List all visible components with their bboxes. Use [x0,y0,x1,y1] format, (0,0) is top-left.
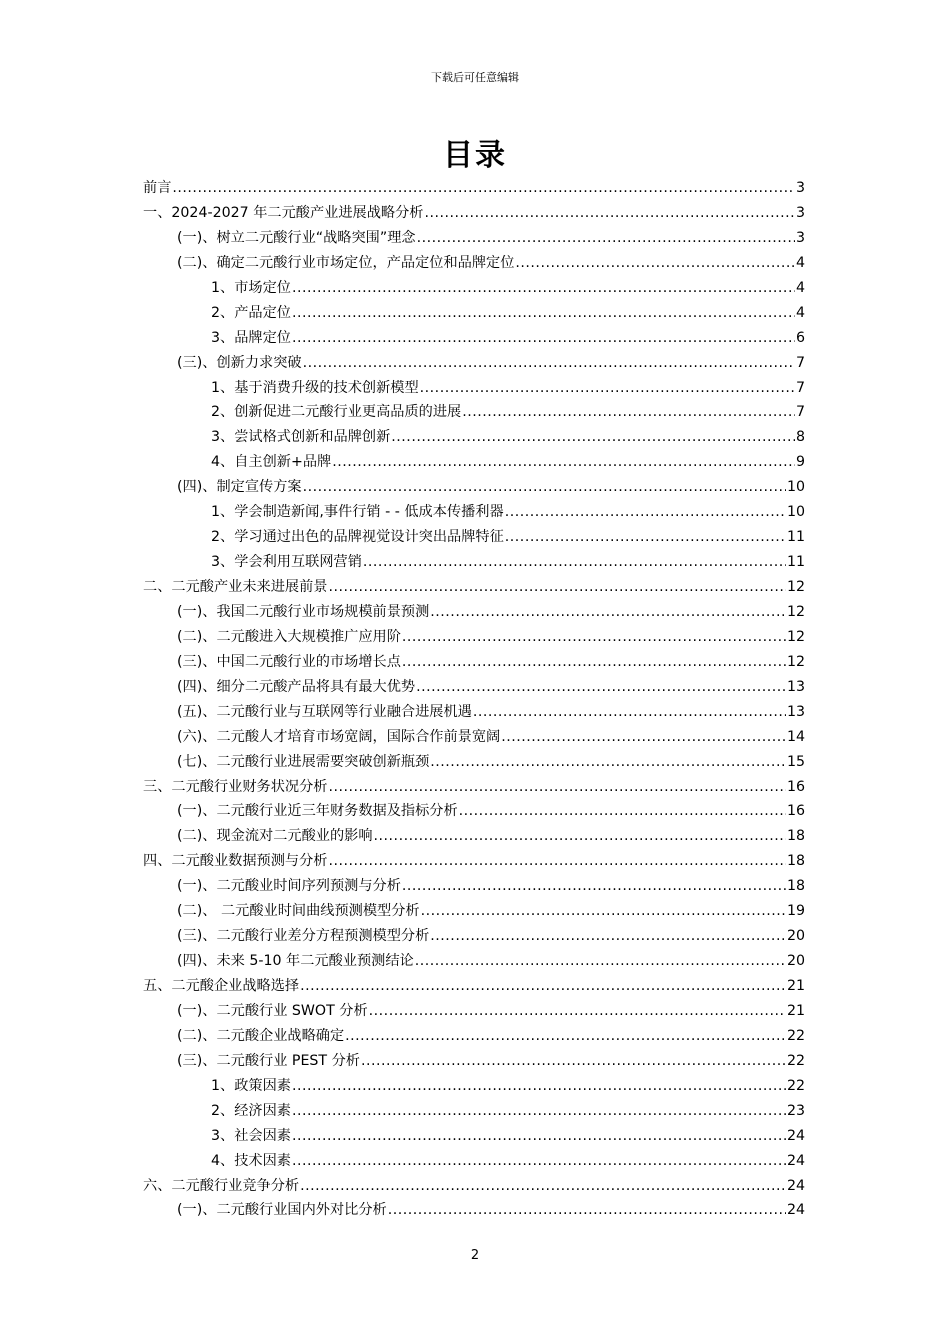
toc-dot-leader [430,924,786,949]
toc-entry-title: (三)、二元酸行业 PEST 分析 [177,1052,360,1069]
toc-entry[interactable] [143,1174,805,1199]
toc-entry-page: 18 [786,878,805,895]
toc-entry[interactable] [143,824,805,849]
toc-entry-page: 12 [786,579,805,595]
toc-dot-leader [421,899,786,924]
toc-entry[interactable] [143,201,805,226]
toc-entry-title: 1、学会制造新闻,事件行销 - - 低成本传播利器 [211,504,504,521]
toc-entry-page: 7 [795,404,805,421]
toc-entry-title: (四)、细分二元酸产品将具有最大优势 [177,678,416,695]
toc-dot-leader [328,849,785,874]
toc-entry[interactable] [143,1049,805,1074]
toc-entry[interactable] [143,675,805,700]
toc-dot-leader [328,575,785,600]
toc-entry-page: 13 [786,703,805,720]
toc-entry-title: (四)、未来 5-10 年二元酸业预测结论 [177,953,414,970]
toc-dot-leader [402,650,786,675]
toc-entry-page: 18 [786,828,805,845]
toc-dot-leader [374,824,786,849]
toc-entry[interactable] [143,425,805,450]
toc-dot-leader [424,201,795,226]
toc-entry-page: 3 [795,180,805,196]
toc-entry-page: 4 [795,279,805,296]
toc-entry-title: 五、二元酸企业战略选择 [143,978,300,994]
toc-entry[interactable] [143,625,805,650]
toc-entry-page: 4 [795,254,805,271]
toc-dot-leader [292,301,795,326]
toc-entry-title: (一)、树立二元酸行业“战略突围”理念 [177,229,416,246]
toc-dot-leader [328,775,785,800]
toc-entry-page: 16 [786,803,805,820]
toc-entry[interactable] [143,251,805,276]
toc-entry-title: (五)、二元酸行业与互联网等行业融合进展机遇 [177,703,472,720]
toc-dot-leader [292,326,795,351]
toc-entry-title: (六)、二元酸人才培育市场宽阔，国际合作前景宽阔 [177,728,501,745]
toc-entry[interactable] [143,475,805,500]
toc-dot-leader [361,1049,786,1074]
toc-entry-title: 3、学会利用互联网营销 [211,554,362,571]
toc-entry-title: 4、自主创新+品牌 [211,454,332,471]
toc-entry[interactable] [143,974,805,999]
toc-entry-title: 三、二元酸行业财务状况分析 [143,778,328,795]
toc-entry[interactable] [143,500,805,525]
toc-dot-leader [300,974,786,999]
toc-entry-title: 2、产品定位 [211,304,291,321]
toc-entry-title: (三)、创新力求突破 [177,354,302,371]
toc-entry[interactable] [143,1024,805,1049]
toc-entry[interactable] [143,176,805,201]
toc-entry[interactable] [143,351,805,376]
toc-entry-page: 11 [786,529,805,546]
toc-entry-title: (二)、二元酸进入大规模推广应用阶 [177,628,401,645]
toc-entry-title: (七)、二元酸行业进展需要突破创新瓶颈 [177,753,430,770]
toc-entry[interactable] [143,376,805,401]
toc-entry[interactable] [143,799,805,824]
toc-entry-page: 7 [795,354,805,371]
toc-entry-page: 11 [786,554,805,571]
toc-dot-leader [292,1124,786,1149]
toc-entry-title: 二、二元酸产业未来进展前景 [143,579,328,595]
toc-entry-page: 15 [786,753,805,770]
toc-entry-page: 3 [795,229,805,246]
toc-entry-title: 六、二元酸行业竞争分析 [143,1177,300,1194]
toc-entry-page: 9 [795,454,805,471]
toc-entry[interactable] [143,226,805,251]
toc-entry-title: 前言 [143,180,172,196]
toc-entry-page: 4 [795,304,805,321]
page-title: 目录 [443,138,507,173]
toc-dot-leader [402,625,786,650]
toc-entry-page: 20 [786,953,805,970]
table-of-contents [143,176,805,1223]
toc-entry[interactable] [143,301,805,326]
toc-dot-leader [300,1174,786,1199]
toc-dot-leader [430,600,786,625]
toc-entry-page: 24 [786,1152,805,1169]
toc-entry-title: 2、学习通过出色的品牌视觉设计突出品牌特征 [211,529,504,546]
toc-entry-title: 2、创新促进二元酸行业更高品质的进展 [211,404,462,421]
toc-dot-leader [505,525,786,550]
toc-entry-title: (三)、中国二元酸行业的市场增长点 [177,653,401,670]
toc-entry-page: 12 [786,603,805,620]
toc-entry-title: (二)、 二元酸业时间曲线预测模型分析 [177,903,420,920]
toc-entry-title: (一)、二元酸行业国内外对比分析 [177,1202,387,1219]
toc-dot-leader [388,1198,786,1223]
toc-entry[interactable] [143,775,805,800]
toc-entry-page: 3 [795,204,805,221]
toc-dot-leader [292,1099,786,1124]
toc-dot-leader [420,376,795,401]
toc-entry-title: (一)、二元酸业时间序列预测与分析 [177,878,401,895]
toc-entry-title: (一)、我国二元酸行业市场规模前景预测 [177,603,430,620]
toc-entry-title: 一、2024-2027 年二元酸产业进展战略分析 [143,204,424,221]
toc-entry[interactable] [143,650,805,675]
toc-entry[interactable] [143,700,805,725]
toc-dot-leader [332,450,795,475]
toc-dot-leader [462,400,795,425]
toc-entry[interactable] [143,326,805,351]
toc-entry-page: 12 [786,628,805,645]
toc-entry[interactable] [143,1099,805,1124]
toc-entry-page: 23 [786,1102,805,1119]
toc-entry[interactable] [143,750,805,775]
toc-dot-leader [369,999,786,1024]
toc-entry[interactable] [143,949,805,974]
toc-dot-leader [417,226,795,251]
toc-entry-title: 3、品牌定位 [211,329,291,346]
toc-dot-leader [430,750,786,775]
toc-entry-title: (一)、二元酸行业近三年财务数据及指标分析 [177,803,458,820]
toc-entry[interactable] [143,525,805,550]
toc-entry-page: 24 [786,1202,805,1219]
toc-entry-page: 16 [786,778,805,795]
toc-entry[interactable] [143,1149,805,1174]
toc-dot-leader [473,700,786,725]
toc-entry[interactable] [143,1074,805,1099]
toc-entry[interactable] [143,550,805,575]
toc-entry-title: (一)、二元酸行业 SWOT 分析 [177,1002,368,1019]
toc-entry-page: 14 [786,728,805,745]
toc-entry[interactable] [143,725,805,750]
toc-entry-page: 22 [786,1027,805,1044]
toc-dot-leader [391,425,795,450]
toc-entry-page: 24 [786,1177,805,1194]
toc-entry-page: 18 [786,853,805,870]
toc-entry-title: 3、尝试格式创新和品牌创新 [211,429,391,446]
toc-dot-leader [345,1024,786,1049]
toc-entry-page: 21 [786,978,805,994]
toc-entry-title: 1、政策因素 [211,1077,291,1094]
toc-entry-title: (四)、制定宣传方案 [177,479,302,496]
toc-dot-leader [303,475,786,500]
toc-entry-page: 24 [786,1127,805,1144]
toc-entry-page: 19 [786,903,805,920]
toc-entry-page: 13 [786,678,805,695]
toc-entry-title: (三)、二元酸行业差分方程预测模型分析 [177,928,430,945]
toc-entry[interactable] [143,276,805,301]
toc-entry[interactable] [143,450,805,475]
toc-entry-title: 1、基于消费升级的技术创新模型 [211,379,419,396]
toc-entry-title: 2、经济因素 [211,1102,291,1119]
toc-dot-leader [402,874,786,899]
toc-entry-page: 21 [786,1002,805,1019]
toc-dot-leader [515,251,795,276]
toc-entry-title: (二)、现金流对二元酸业的影响 [177,828,373,845]
toc-entry-page: 7 [795,379,805,396]
toc-entry-page: 10 [786,504,805,521]
toc-dot-leader [459,799,786,824]
page-number: 2 [470,1248,480,1263]
toc-entry-page: 10 [786,479,805,496]
toc-dot-leader [292,1074,786,1099]
toc-entry-page: 22 [786,1077,805,1094]
toc-entry[interactable] [143,874,805,899]
toc-dot-leader [363,550,786,575]
toc-entry-title: (二)、确定二元酸行业市场定位，产品定位和品牌定位 [177,254,515,271]
toc-dot-leader [416,675,786,700]
header-note: 下载后可任意编辑 [431,71,519,84]
toc-entry[interactable] [143,1198,805,1223]
toc-entry-title: 四、二元酸业数据预测与分析 [143,853,328,870]
toc-entry[interactable] [143,924,805,949]
toc-entry-page: 12 [786,653,805,670]
toc-entry[interactable] [143,999,805,1024]
toc-dot-leader [292,1149,786,1174]
toc-dot-leader [292,276,795,301]
toc-entry-title: 1、市场定位 [211,279,291,296]
toc-entry[interactable] [143,575,805,600]
toc-dot-leader [415,949,786,974]
toc-dot-leader [501,725,786,750]
toc-dot-leader [505,500,786,525]
toc-entry[interactable] [143,1124,805,1149]
toc-entry-title: 4、技术因素 [211,1152,291,1169]
toc-entry-page: 20 [786,928,805,945]
toc-dot-leader [172,176,795,201]
toc-entry[interactable] [143,899,805,924]
toc-dot-leader [303,351,795,376]
toc-entry-page: 8 [795,429,805,446]
toc-entry[interactable] [143,400,805,425]
toc-entry[interactable] [143,849,805,874]
toc-entry-page: 22 [786,1052,805,1069]
toc-entry-title: (二)、二元酸企业战略确定 [177,1027,345,1044]
toc-entry-title: 3、社会因素 [211,1127,291,1144]
toc-entry[interactable] [143,600,805,625]
toc-entry-page: 6 [795,329,805,346]
